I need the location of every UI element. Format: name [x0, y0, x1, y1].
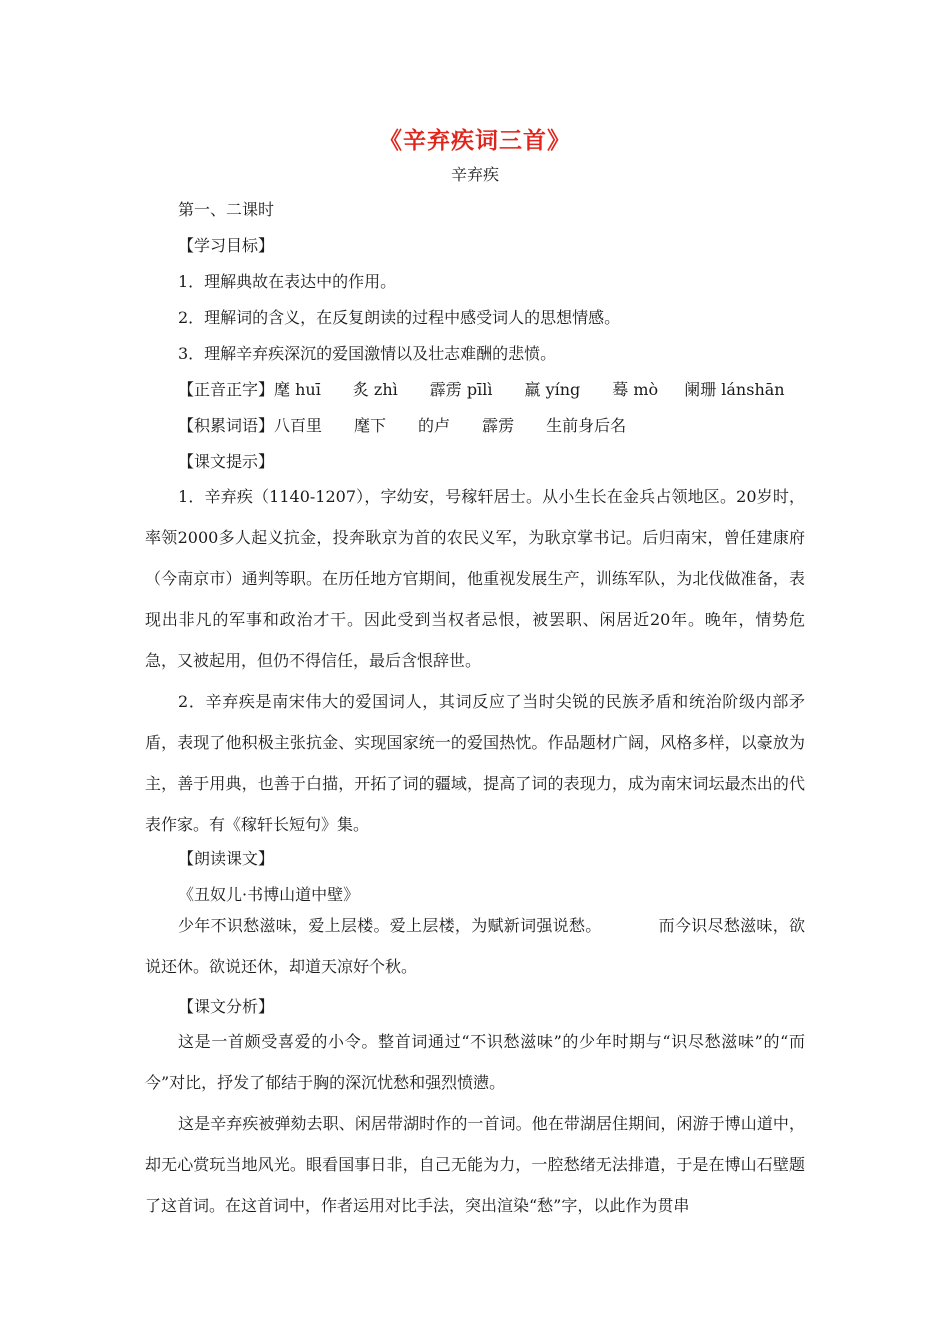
goal-item: 3．理解辛弃疾深沉的爱国激情以及壮志难酬的悲愤。: [178, 344, 557, 363]
lesson-period: 第一、二课时: [178, 200, 275, 219]
pronunciation-row: [178, 377, 785, 400]
pronunciation-label: 【正音正字】: [178, 380, 275, 399]
pronunciation-item: 炙 zhì: [352, 380, 398, 399]
analysis-paragraph: 这是一首颇受喜爱的小令。整首词通过“不识愁滋味”的少年时期与“识尽愁滋味”的“而今”对比，抒发了郁结于胸的深沉忧愁和强烈愤懑。: [145, 1032, 805, 1092]
vocab-item: 麾下: [354, 416, 387, 435]
analysis-paragraph: 这是辛弃疾被弹劾去职、闲居带湖时作的一首词。他在带湖居住期间，闲游于博山道中，却无心赏玩当地风光。眼看国事日非，自己无能为力，一腔愁绪无法排遣，于是在博山石壁题了这首词。在这首词中，作者运用对比手法，突出渲染“愁”字，以此作为贯串: [145, 1114, 805, 1215]
goals-heading: 【学习目标】: [178, 236, 275, 255]
vocab-item: 霹雳: [482, 416, 515, 435]
tip-paragraph: 2．辛弃疾是南宋伟大的爱国词人，其词反应了当时尖锐的民族矛盾和统治阶级内部矛盾，表现了他积极主张抗金、实现国家统一的爱国热忱。作品题材广阔，风格多样，以豪放为主，善于用典，也善于白描，开拓了词的疆域，提高了词的表现力，成为南宋词坛最杰出的代表作家。有《稼轩长短句》集。: [145, 692, 805, 834]
pronunciation-item: 霹雳 pīlì: [429, 380, 493, 399]
goal-item: 1．理解典故在表达中的作用。: [178, 272, 397, 291]
pronunciation-item: 蓦 mò: [612, 380, 659, 399]
analysis-heading: 【课文分析】: [178, 997, 275, 1016]
author-name: 辛弃疾: [450, 165, 499, 184]
goal-item: 2．理解词的含义，在反复朗读的过程中感受词人的思想情感。: [178, 308, 621, 327]
vocab-item: 的卢: [418, 416, 451, 435]
pronunciation-item: 麾 huī: [274, 380, 321, 399]
poem-title: 《丑奴儿·书博山道中壁》: [178, 885, 360, 904]
vocab-item: 八百里: [274, 416, 323, 435]
tips-heading: 【课文提示】: [178, 452, 275, 471]
vocab-row: [178, 413, 626, 436]
document-title: 《辛弃疾词三首》: [379, 127, 571, 154]
pronunciation-item: 阑珊 lánshān: [684, 380, 785, 399]
vocab-label: 【积累词语】: [178, 416, 275, 435]
tip-paragraph: 1．辛弃疾（1140-1207），字幼安，号稼轩居士。从小生长在金兵占领地区。20岁时，率领2000多人起义抗金，投奔耿京为首的农民义军，为耿京掌书记。后归南宋，曾任建康府（今南京市）通判等职。在历任地方官期间，他重视发展生产，训练军队，为北伐做准备，表现出非凡的军事和政治才干。因此受到当权者忌恨，被罢职、闲居近20年。晚年，情势危急，又被起用，但仍不得信任，最后含恨辞世。: [145, 487, 805, 670]
poem-text: 少年不识愁滋味，爱上层楼。爱上层楼，为赋新词强说愁。 而今识尽愁滋味，欲说还休。欲说还休，却道天凉好个秋。: [145, 916, 805, 976]
reading-heading: 【朗读课文】: [178, 849, 275, 868]
vocab-item: 生前身后名: [546, 416, 627, 435]
pronunciation-item: 羸 yíng: [524, 380, 581, 399]
